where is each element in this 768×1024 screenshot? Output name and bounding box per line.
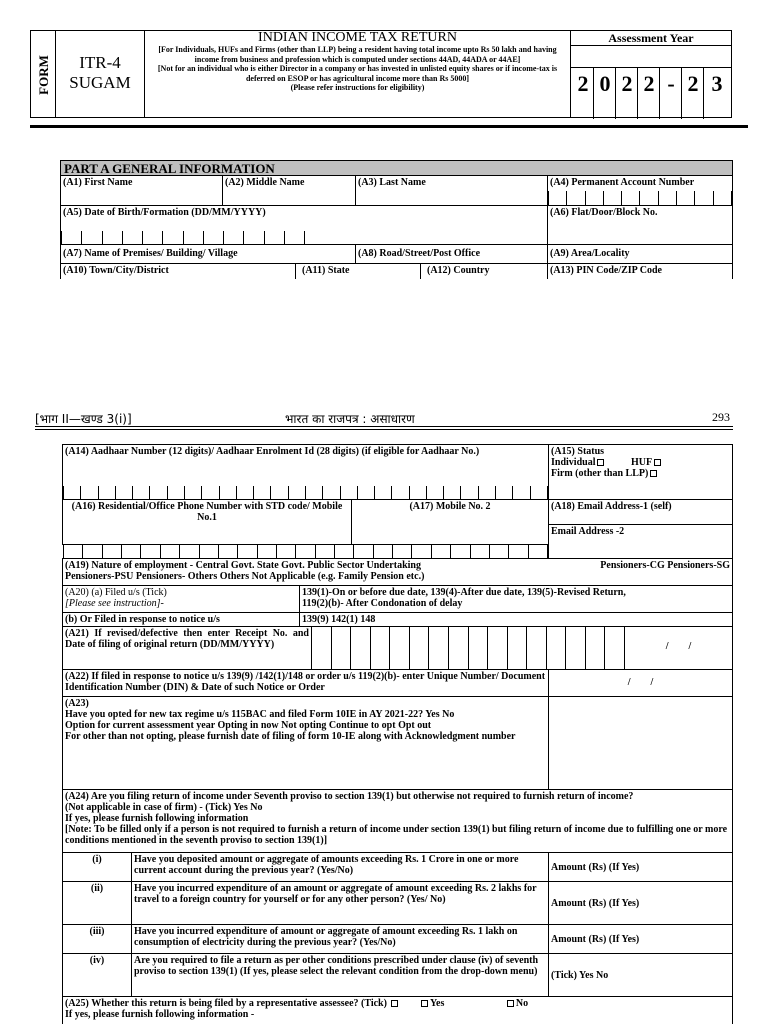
- sub-i-num: [62, 852, 132, 882]
- page-number: 293: [712, 410, 730, 424]
- field-area[interactable]: [547, 244, 733, 264]
- label-status: (A15) Status: [551, 446, 605, 457]
- sub-i-answer[interactable]: [548, 852, 733, 882]
- sub-i-text: Have you deposited amount or aggregate of amounts exceeding Rs. 1 Crore in one or more current account during the previous year? (Yes/No): [134, 854, 519, 876]
- gazette-rule-2: [35, 429, 733, 430]
- header-divider: [30, 125, 748, 128]
- label-town: (A10) Town/City/District: [63, 265, 169, 276]
- a23-question-2: Option for current assessment year Opting in now Not opting Continue to opt Opt out: [65, 720, 432, 731]
- field-flat[interactable]: [547, 205, 733, 245]
- sub-ii-label: (ii): [90, 883, 104, 894]
- sub-ii-question: [131, 881, 549, 925]
- form-name-box: [55, 30, 145, 118]
- filed-options-line1: 139(1)-On or before due date, 139(4)-After due date, 139(5)-Revised Return,: [302, 587, 626, 598]
- field-premises[interactable]: [60, 244, 356, 264]
- status-huf: HUF: [630, 457, 653, 468]
- label-middle-name: (A2) Middle Name: [225, 177, 305, 188]
- title-desc-2: [Not for an individual who is either Director in a company or has invested in unlisted equity shares or if income-tax is deferred on ESOP or has agricultural income more than Rs 5000]: [157, 64, 558, 83]
- label-filed-us: (A20) (a) Filed u/s (Tick): [65, 587, 167, 598]
- ay-digit-3: 2: [621, 71, 633, 96]
- a25-line-2: If yes, please furnish following information -: [65, 1009, 255, 1020]
- field-country[interactable]: [420, 263, 548, 279]
- field-new-regime-ans[interactable]: [548, 696, 733, 790]
- status-individual: Individual: [551, 457, 596, 468]
- label-road: (A8) Road/Street/Post Office: [358, 248, 481, 259]
- field-new-regime[interactable]: [62, 696, 549, 790]
- sub-iii-amount: Amount (Rs) (If Yes): [551, 934, 640, 945]
- label-see-instruction: [Please see instruction]-: [65, 598, 164, 609]
- ay-digit-dash: -: [667, 71, 675, 96]
- sub-iv-question: [131, 953, 549, 997]
- sub-ii-amount: Amount (Rs) (If Yes): [551, 898, 640, 909]
- field-last-name[interactable]: [355, 175, 548, 206]
- field-seventh-proviso[interactable]: [62, 789, 733, 853]
- field-mobile2[interactable]: [351, 499, 549, 545]
- label-notice: (b) Or Filed in response to notice u/s: [65, 614, 220, 625]
- sub-iii-answer[interactable]: [548, 924, 733, 954]
- employment-line2: Pensioners-PSU Pensioners- Others Others Not Applicable (e.g. Family Pension etc.): [65, 571, 425, 582]
- field-employment[interactable]: [62, 558, 733, 586]
- label-email2: Email Address -2: [551, 526, 625, 537]
- form-name-line2: SUGAM: [69, 73, 131, 92]
- ay-digit-4: 2: [643, 71, 655, 96]
- title-desc-3: (Please refer instructions for eligibility): [290, 83, 425, 92]
- label-representative: (A25) Whether this return is being filed by a representative assessee? (Tick): [65, 998, 387, 1009]
- filed-options-line2: 119(2)(b)- After Condonation of delay: [302, 598, 463, 609]
- checkbox-huf[interactable]: [654, 459, 661, 466]
- field-town[interactable]: [60, 263, 296, 279]
- sub-iii-text: Have you incurred expenditure of amount or aggregate of amount exceeding Rs. 1 lakh on consumption of electricity during the previous year? (Yes/No): [134, 926, 518, 948]
- part-a-title: PART A GENERAL INFORMATION: [60, 160, 733, 176]
- field-receipt[interactable]: [62, 626, 312, 670]
- checkbox-rep-yes[interactable]: [421, 1000, 428, 1007]
- title-desc-1: [For Individuals, HUFs and Firms (other than LLP) being a resident having total income upto Rs 50 lakh and having income from business and profession which is computed under sections 44AD, 44ADA or 44AE]: [158, 45, 557, 64]
- aadhaar-boxes: [63, 486, 548, 499]
- sub-iv-num: [62, 953, 132, 997]
- sub-ii-num: [62, 881, 132, 925]
- label-pan: (A4) Permanent Account Number: [550, 177, 695, 188]
- label-country: (A12) Country: [427, 265, 490, 276]
- label-aadhaar: (A14) Aadhaar Number (12 digits)/ Aadhaar Enrolment Id (28 digits) (if eligible for Aadhaar No.): [65, 446, 480, 457]
- field-first-name[interactable]: [60, 175, 223, 206]
- field-phone[interactable]: [62, 499, 352, 545]
- label-a23: (A23): [65, 698, 89, 709]
- label-phone: (A16) Residential/Office Phone Number with STD code/ Mobile No.1: [71, 501, 343, 523]
- checkbox-individual[interactable]: [597, 459, 604, 466]
- sub-i-amount: Amount (Rs) (If Yes): [551, 862, 640, 873]
- checkbox-representative[interactable]: [391, 1000, 398, 1007]
- checkbox-firm[interactable]: [650, 470, 657, 477]
- sub-iv-tick: (Tick) Yes No: [551, 970, 609, 981]
- ay-digit-6: 3: [711, 71, 723, 96]
- assessment-year-box: [570, 30, 732, 118]
- form-name-line1: ITR-4: [79, 53, 121, 72]
- gazette-title: भारत का राजपत्र : असाधारण: [285, 412, 415, 426]
- field-din-date[interactable]: [548, 669, 733, 697]
- label-pin: (A13) PIN Code/ZIP Code: [550, 265, 662, 276]
- notice-options: 139(9) 142(1) 148: [302, 614, 376, 625]
- a24-line-2: (Not applicable in case of firm) - (Tick) Yes No: [65, 802, 263, 813]
- dob-boxes: [61, 231, 305, 244]
- gazette-rule: [35, 426, 733, 427]
- original-date-sep: / /: [665, 641, 692, 652]
- receipt-boxes: [311, 626, 625, 670]
- ay-digit-5: 2: [687, 71, 699, 96]
- sub-ii-answer[interactable]: [548, 881, 733, 925]
- form-vertical-label: FORM: [36, 55, 51, 95]
- ay-digit-1: 2: [577, 71, 589, 96]
- field-status[interactable]: [548, 444, 733, 500]
- form-label-box: [30, 30, 56, 118]
- rep-no-label: No: [515, 998, 529, 1009]
- label-premises: (A7) Name of Premises/ Building/ Village: [63, 248, 238, 259]
- label-state: (A11) State: [302, 265, 350, 276]
- label-last-name: (A3) Last Name: [358, 177, 426, 188]
- field-filed-options[interactable]: [299, 585, 733, 613]
- label-email1: (A18) Email Address-1 (self): [551, 501, 672, 512]
- label-receipt: (A21) If revised/defective then enter Receipt No. and Date of filing of original return (DD/MM/YYYY): [65, 628, 309, 650]
- gazette-part: [भाग II—खण्ड 3(i)]: [35, 412, 132, 426]
- sub-iv-label: (iv): [89, 955, 105, 966]
- field-notice-options[interactable]: [299, 612, 733, 627]
- field-pin[interactable]: [547, 263, 733, 279]
- field-middle-name[interactable]: [222, 175, 356, 206]
- page-title: INDIAN INCOME TAX RETURN: [258, 30, 457, 45]
- field-notice[interactable]: [62, 612, 300, 627]
- a24-line-1: (A24) Are you filing return of income under Seventh proviso to section 139(1) but otherwise not required to furnish return of income?: [65, 791, 634, 802]
- sub-i-question: [131, 852, 549, 882]
- label-dob: (A5) Date of Birth/Formation (DD/MM/YYYY): [63, 207, 266, 218]
- sub-i-label: (i): [92, 854, 102, 865]
- a24-line-4: [Note: To be filled only if a person is not required to furnish a return of income under section 139(1) but filing return of income due to fulfilling one or more conditions mentioned in the seventh proviso to section 139(1)]: [65, 824, 728, 846]
- label-flat: (A6) Flat/Door/Block No.: [550, 207, 658, 218]
- phone-boxes: [63, 545, 548, 559]
- title-box: [144, 30, 571, 118]
- din-date-sep: / /: [627, 677, 654, 688]
- label-first-name: (A1) First Name: [63, 177, 133, 188]
- status-firm: Firm (other than LLP): [551, 468, 649, 479]
- field-original-date[interactable]: [624, 626, 733, 670]
- a23-question-3: For other than not opting, please furnish date of filing of form 10-IE along with Acknowledgment number: [65, 731, 516, 742]
- field-representative[interactable]: [62, 996, 733, 1024]
- ay-digit-2: 0: [599, 71, 611, 96]
- employment-pensioners: Pensioners-CG Pensioners-SG: [600, 560, 730, 571]
- field-road[interactable]: [355, 244, 548, 264]
- a23-question-1: Have you opted for new tax regime u/s 115BAC and filed Form 10IE in AY 2021-22? Yes No: [65, 709, 455, 720]
- sub-iii-label: (iii): [89, 926, 105, 937]
- sub-iii-num: [62, 924, 132, 954]
- a24-line-3: If yes, please furnish following information: [65, 813, 249, 824]
- field-email1[interactable]: [548, 499, 733, 525]
- sub-iii-question: [131, 924, 549, 954]
- field-email2[interactable]: [548, 524, 733, 559]
- field-state[interactable]: [295, 263, 421, 279]
- field-din[interactable]: [62, 669, 549, 697]
- field-filed-us[interactable]: [62, 585, 300, 613]
- checkbox-rep-no[interactable]: [507, 1000, 514, 1007]
- pan-boxes: [548, 191, 732, 205]
- label-din: (A22) If filed in response to notice u/s 139(9) /142(1)/148 or order u/s 119(2)(b)- enter Unique Number/ Document Identification Number (DIN) & Date of such Notice or Order: [65, 671, 546, 693]
- label-area: (A9) Area/Locality: [550, 248, 630, 259]
- assessment-year-label: Assessment Year: [571, 31, 731, 46]
- label-employment: (A19) Nature of employment - Central Govt. State Govt. Public Sector Undertaking: [65, 560, 421, 571]
- sub-iv-answer[interactable]: [548, 953, 733, 997]
- sub-ii-text: Have you incurred expenditure of an amount or aggregate of amount exceeding Rs. 2 lakhs for travel to a foreign country for yourself or for any other person? (Yes/ No): [134, 883, 537, 905]
- rep-yes-label: Yes: [429, 998, 445, 1009]
- label-mobile2: (A17) Mobile No. 2: [409, 501, 491, 512]
- sub-iv-text: Are you required to file a return as per other conditions prescribed under clause (iv) of seventh proviso to section 139(1) (If yes, please select the relevant condition from the drop-down menu): [134, 955, 539, 977]
